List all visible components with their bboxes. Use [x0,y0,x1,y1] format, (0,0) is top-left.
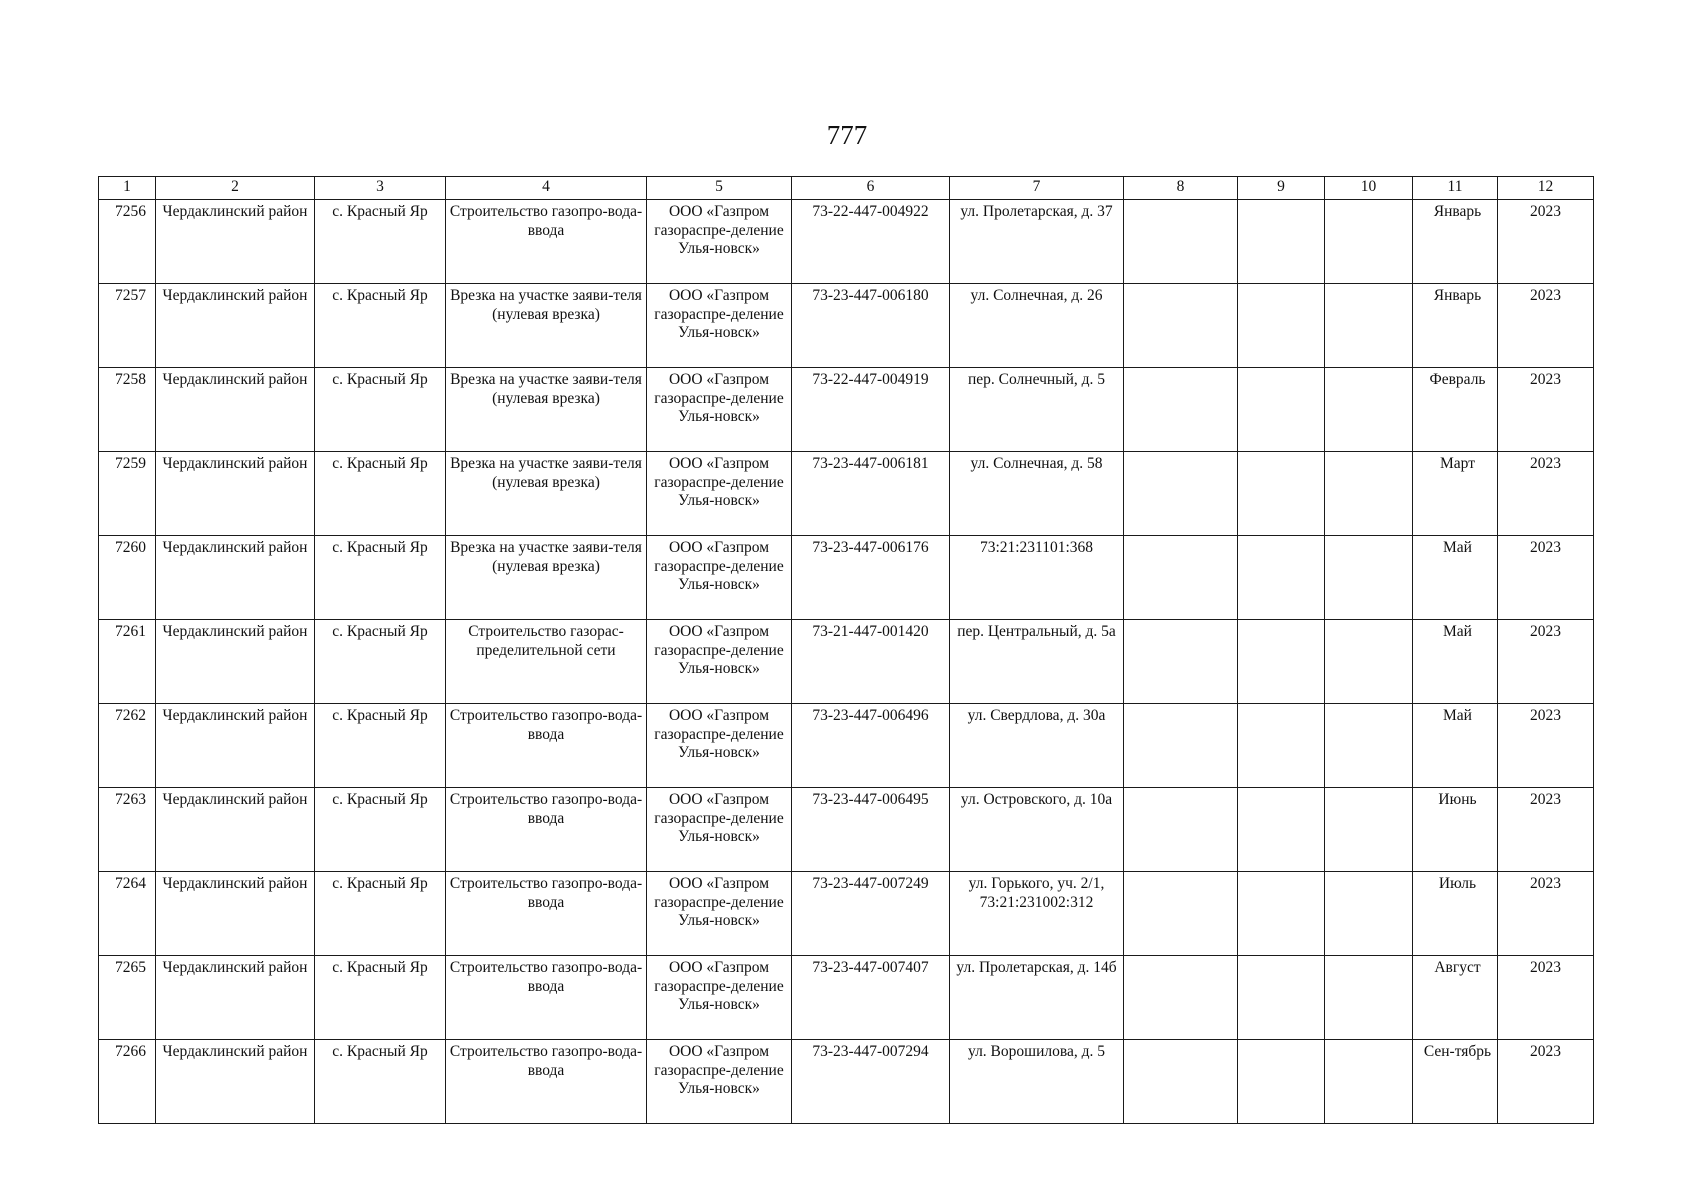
empty-cell [1238,200,1325,284]
work-type-cell: Врезка на участке заяви-теля (нулевая врезка) [446,536,647,620]
column-header: 5 [647,177,792,200]
row-number-cell: 7257 [99,284,156,368]
address-cell: 73:21:231101:368 [950,536,1124,620]
work-type-cell: Врезка на участке заяви-теля (нулевая врезка) [446,368,647,452]
organization-cell: ООО «Газпром газораспре-деление Улья-новск» [647,956,792,1040]
settlement-cell: с. Красный Яр [315,872,446,956]
row-number-cell: 7262 [99,704,156,788]
table-row [99,956,1594,1040]
district-cell: Чердаклинский район [156,704,315,788]
settlement-cell: с. Красный Яр [315,200,446,284]
column-header: 2 [156,177,315,200]
register-table [98,176,1594,1124]
district-cell: Чердаклинский район [156,536,315,620]
column-header: 3 [315,177,446,200]
table-row [99,536,1594,620]
address-cell: ул. Пролетарская, д. 37 [950,200,1124,284]
empty-cell [1238,704,1325,788]
table-row [99,1040,1594,1124]
year-cell: 2023 [1498,872,1594,956]
application-code-cell: 73-23-447-006180 [792,284,950,368]
address-cell: ул. Горького, уч. 2/1, 73:21:231002:312 [950,872,1124,956]
district-cell: Чердаклинский район [156,620,315,704]
empty-cell [1238,788,1325,872]
empty-cell [1325,1040,1413,1124]
empty-cell [1124,788,1238,872]
column-header: 12 [1498,177,1594,200]
month-cell: Август [1413,956,1498,1040]
month-cell: Январь [1413,200,1498,284]
month-cell: Февраль [1413,368,1498,452]
empty-cell [1238,1040,1325,1124]
work-type-cell: Строительство газопро-вода-ввода [446,872,647,956]
month-cell: Январь [1413,284,1498,368]
column-header: 11 [1413,177,1498,200]
empty-cell [1124,620,1238,704]
settlement-cell: с. Красный Яр [315,704,446,788]
settlement-cell: с. Красный Яр [315,536,446,620]
district-cell: Чердаклинский район [156,956,315,1040]
settlement-cell: с. Красный Яр [315,284,446,368]
empty-cell [1124,200,1238,284]
address-cell: ул. Островского, д. 10а [950,788,1124,872]
page-number: 777 [826,120,868,150]
empty-cell [1124,452,1238,536]
empty-cell [1238,284,1325,368]
column-header: 10 [1325,177,1413,200]
table-row [99,368,1594,452]
settlement-cell: с. Красный Яр [315,956,446,1040]
work-type-cell: Врезка на участке заяви-теля (нулевая врезка) [446,284,647,368]
table-row [99,452,1594,536]
empty-cell [1325,788,1413,872]
address-cell: ул. Ворошилова, д. 5 [950,1040,1124,1124]
month-cell: Май [1413,536,1498,620]
month-cell: Март [1413,452,1498,536]
year-cell: 2023 [1498,284,1594,368]
year-cell: 2023 [1498,704,1594,788]
district-cell: Чердаклинский район [156,284,315,368]
organization-cell: ООО «Газпром газораспре-деление Улья-новск» [647,368,792,452]
row-number-cell: 7266 [99,1040,156,1124]
application-code-cell: 73-23-447-006176 [792,536,950,620]
column-header: 1 [99,177,156,200]
district-cell: Чердаклинский район [156,452,315,536]
district-cell: Чердаклинский район [156,788,315,872]
row-number-cell: 7260 [99,536,156,620]
row-number-cell: 7264 [99,872,156,956]
empty-cell [1124,872,1238,956]
year-cell: 2023 [1498,536,1594,620]
application-code-cell: 73-23-447-006181 [792,452,950,536]
organization-cell: ООО «Газпром газораспре-деление Улья-новск» [647,704,792,788]
empty-cell [1325,704,1413,788]
district-cell: Чердаклинский район [156,1040,315,1124]
month-cell: Май [1413,620,1498,704]
table-row [99,620,1594,704]
row-number-cell: 7263 [99,788,156,872]
empty-cell [1325,872,1413,956]
empty-cell [1124,284,1238,368]
row-number-cell: 7256 [99,200,156,284]
column-header: 9 [1238,177,1325,200]
table-row [99,788,1594,872]
year-cell: 2023 [1498,1040,1594,1124]
settlement-cell: с. Красный Яр [315,1040,446,1124]
application-code-cell: 73-23-447-007249 [792,872,950,956]
settlement-cell: с. Красный Яр [315,368,446,452]
application-code-cell: 73-23-447-006495 [792,788,950,872]
application-code-cell: 73-22-447-004922 [792,200,950,284]
application-code-cell: 73-23-447-007294 [792,1040,950,1124]
year-cell: 2023 [1498,956,1594,1040]
organization-cell: ООО «Газпром газораспре-деление Улья-новск» [647,200,792,284]
address-cell: ул. Солнечная, д. 26 [950,284,1124,368]
year-cell: 2023 [1498,452,1594,536]
settlement-cell: с. Красный Яр [315,788,446,872]
empty-cell [1325,368,1413,452]
month-cell: Сен-тябрь [1413,1040,1498,1124]
empty-cell [1238,956,1325,1040]
table-row [99,872,1594,956]
organization-cell: ООО «Газпром газораспре-деление Улья-новск» [647,872,792,956]
empty-cell [1238,620,1325,704]
organization-cell: ООО «Газпром газораспре-деление Улья-новск» [647,536,792,620]
empty-cell [1124,704,1238,788]
column-header: 8 [1124,177,1238,200]
settlement-cell: с. Красный Яр [315,620,446,704]
table-body [99,200,1594,1124]
empty-cell [1325,200,1413,284]
application-code-cell: 73-23-447-006496 [792,704,950,788]
application-code-cell: 73-22-447-004919 [792,368,950,452]
empty-cell [1325,284,1413,368]
work-type-cell: Строительство газорас-пределительной сети [446,620,647,704]
empty-cell [1124,368,1238,452]
year-cell: 2023 [1498,620,1594,704]
district-cell: Чердаклинский район [156,368,315,452]
year-cell: 2023 [1498,200,1594,284]
header-row [99,177,1594,200]
application-code-cell: 73-21-447-001420 [792,620,950,704]
column-header: 6 [792,177,950,200]
empty-cell [1238,452,1325,536]
column-header: 7 [950,177,1124,200]
organization-cell: ООО «Газпром газораспре-деление Улья-новск» [647,788,792,872]
work-type-cell: Строительство газопро-вода-ввода [446,956,647,1040]
work-type-cell: Строительство газопро-вода-ввода [446,1040,647,1124]
year-cell: 2023 [1498,788,1594,872]
work-type-cell: Врезка на участке заяви-теля (нулевая врезка) [446,452,647,536]
application-code-cell: 73-23-447-007407 [792,956,950,1040]
empty-cell [1124,1040,1238,1124]
row-number-cell: 7259 [99,452,156,536]
organization-cell: ООО «Газпром газораспре-деление Улья-новск» [647,284,792,368]
table-row [99,704,1594,788]
column-header: 4 [446,177,647,200]
address-cell: пер. Солнечный, д. 5 [950,368,1124,452]
table-row [99,284,1594,368]
empty-cell [1325,956,1413,1040]
empty-cell [1325,536,1413,620]
address-cell: ул. Пролетарская, д. 14б [950,956,1124,1040]
district-cell: Чердаклинский район [156,872,315,956]
address-cell: пер. Центральный, д. 5а [950,620,1124,704]
organization-cell: ООО «Газпром газораспре-деление Улья-новск» [647,1040,792,1124]
empty-cell [1238,536,1325,620]
month-cell: Июль [1413,872,1498,956]
row-number-cell: 7261 [99,620,156,704]
month-cell: Июнь [1413,788,1498,872]
organization-cell: ООО «Газпром газораспре-деление Улья-новск» [647,620,792,704]
empty-cell [1238,368,1325,452]
month-cell: Май [1413,704,1498,788]
work-type-cell: Строительство газопро-вода-ввода [446,704,647,788]
organization-cell: ООО «Газпром газораспре-деление Улья-новск» [647,452,792,536]
empty-cell [1124,956,1238,1040]
district-cell: Чердаклинский район [156,200,315,284]
empty-cell [1325,620,1413,704]
settlement-cell: с. Красный Яр [315,452,446,536]
row-number-cell: 7265 [99,956,156,1040]
row-number-cell: 7258 [99,368,156,452]
empty-cell [1238,872,1325,956]
work-type-cell: Строительство газопро-вода-ввода [446,200,647,284]
address-cell: ул. Солнечная, д. 58 [950,452,1124,536]
address-cell: ул. Свердлова, д. 30а [950,704,1124,788]
work-type-cell: Строительство газопро-вода-ввода [446,788,647,872]
year-cell: 2023 [1498,368,1594,452]
empty-cell [1124,536,1238,620]
table-row [99,200,1594,284]
empty-cell [1325,452,1413,536]
